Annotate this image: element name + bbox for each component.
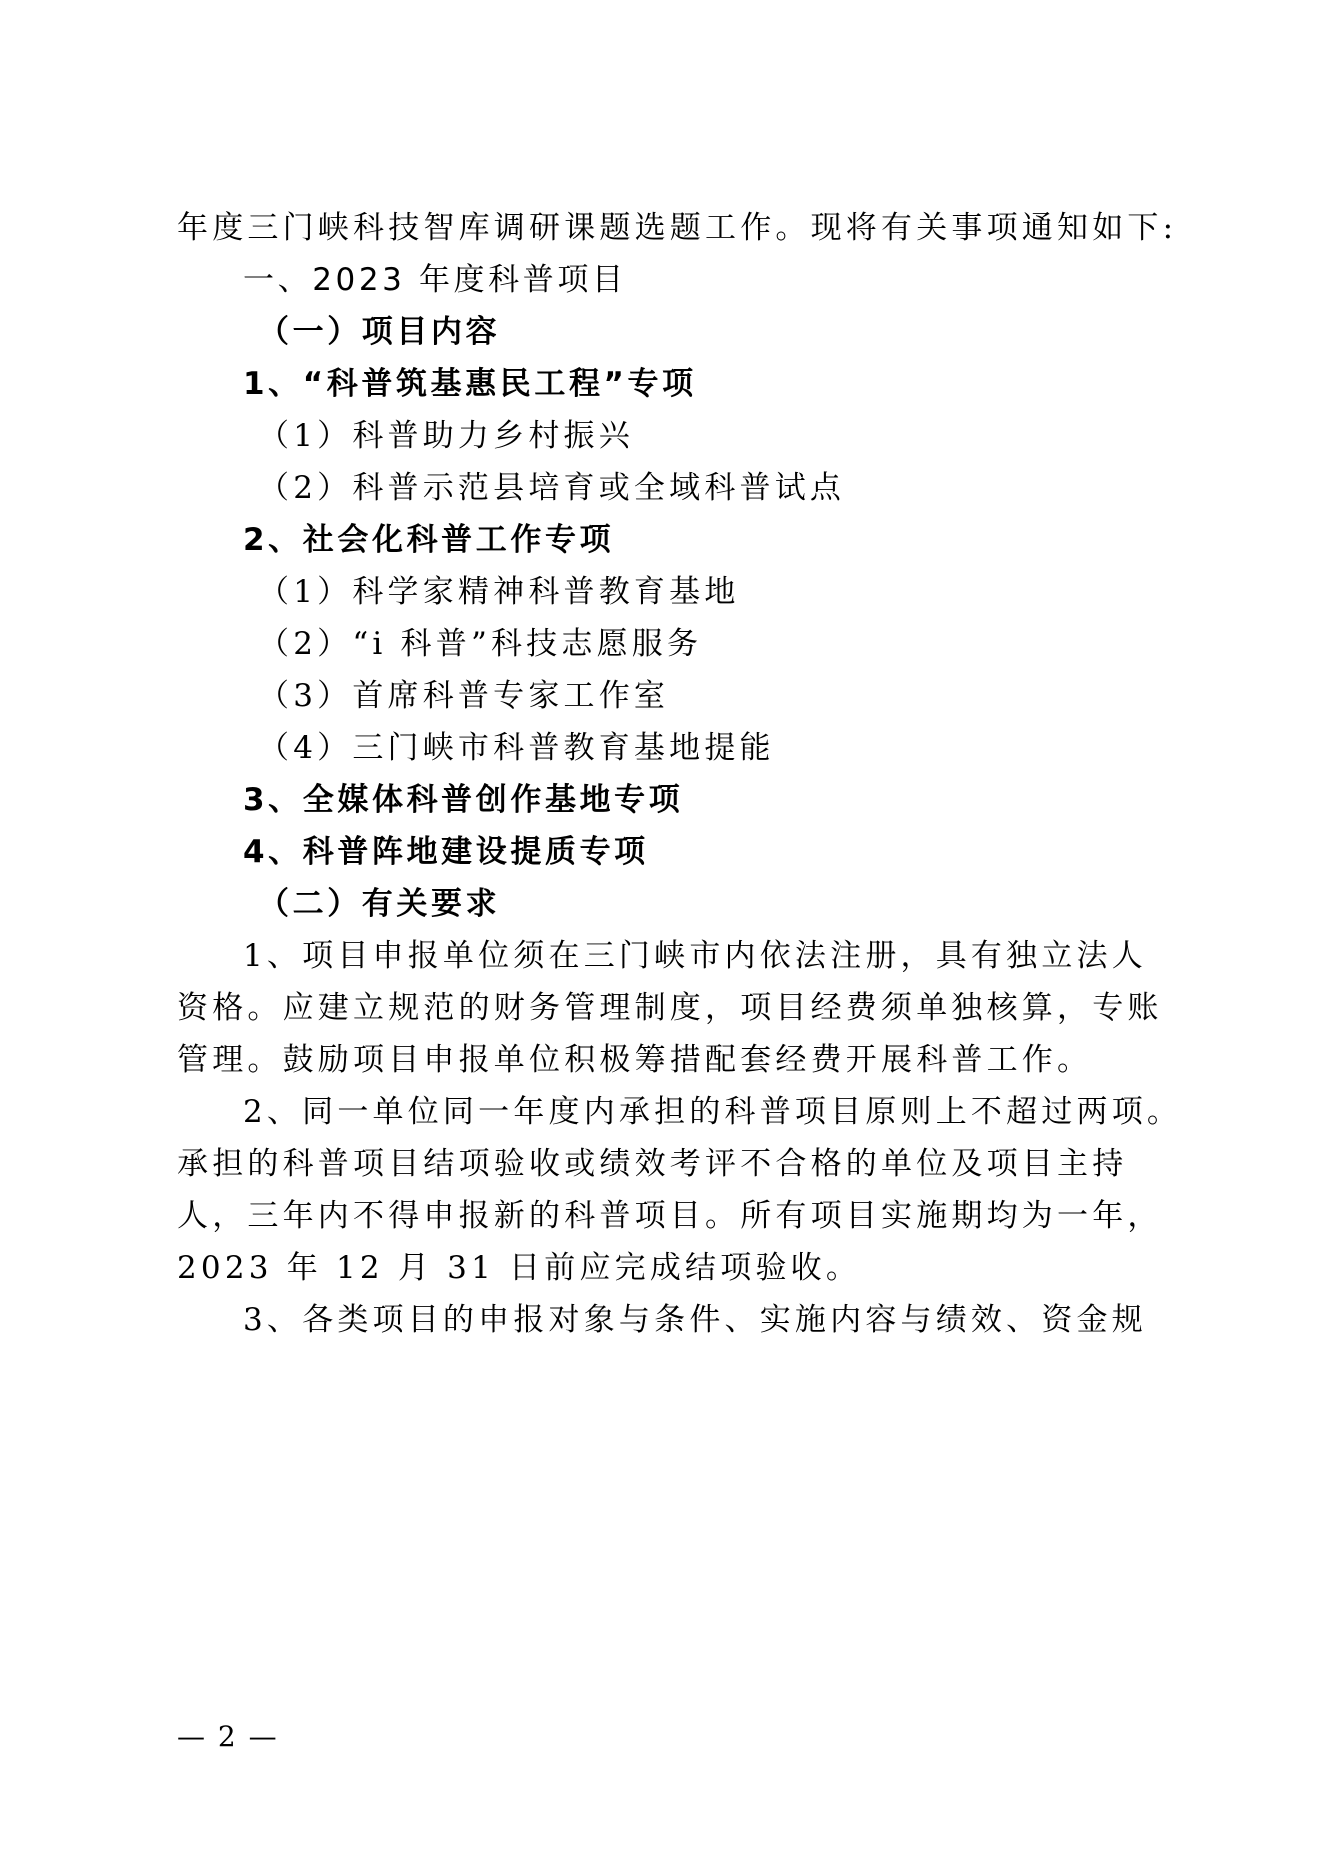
item-heading-3: 3、全媒体科普创作基地专项 xyxy=(243,782,684,818)
list-item: （2）“i 科普”科技志愿服务 xyxy=(258,626,703,662)
requirement-paragraph-line: 2、同一单位同一年度内承担的科普项目原则上不超过两项。 xyxy=(243,1094,1183,1130)
list-item: （1）科普助力乡村振兴 xyxy=(258,418,634,454)
requirement-paragraph-line: 3、各类项目的申报对象与条件、实施内容与绩效、资金规 xyxy=(243,1302,1147,1338)
requirement-paragraph-line: 2023 年 12 月 31 日前应完成结项验收。 xyxy=(177,1250,862,1286)
list-item: （2）科普示范县培育或全域科普试点 xyxy=(258,470,846,506)
subsection-heading-1: （一）项目内容 xyxy=(258,314,501,350)
item-heading-4: 4、科普阵地建设提质专项 xyxy=(243,834,649,870)
requirement-paragraph-line: 承担的科普项目结项验收或绩效考评不合格的单位及项目主持 xyxy=(177,1146,1128,1182)
requirement-paragraph-line: 1、项目申报单位须在三门峡市内依法注册，具有独立法人 xyxy=(243,938,1147,974)
requirement-paragraph-line: 人，三年内不得申报新的科普项目。所有项目实施期均为一年， xyxy=(177,1198,1163,1234)
item-heading-2: 2、社会化科普工作专项 xyxy=(243,522,615,558)
list-item: （3）首席科普专家工作室 xyxy=(258,678,670,714)
paragraph-continuation: 年度三门峡科技智库调研课题选题工作。现将有关事项通知如下: xyxy=(177,210,1178,246)
list-item: （4）三门峡市科普教育基地提能 xyxy=(258,730,775,766)
page-number: — 2 — xyxy=(177,1720,279,1753)
list-item: （1）科学家精神科普教育基地 xyxy=(258,574,740,610)
requirement-paragraph-line: 管理。鼓励项目申报单位积极筹措配套经费开展科普工作。 xyxy=(177,1042,1093,1078)
item-heading-1: 1、“科普筑基惠民工程”专项 xyxy=(243,366,697,402)
subsection-heading-2: （二）有关要求 xyxy=(258,886,501,922)
requirement-paragraph-line: 资格。应建立规范的财务管理制度，项目经费须单独核算，专账 xyxy=(177,990,1163,1026)
section-heading-1: 一、2023 年度科普项目 xyxy=(243,262,627,298)
